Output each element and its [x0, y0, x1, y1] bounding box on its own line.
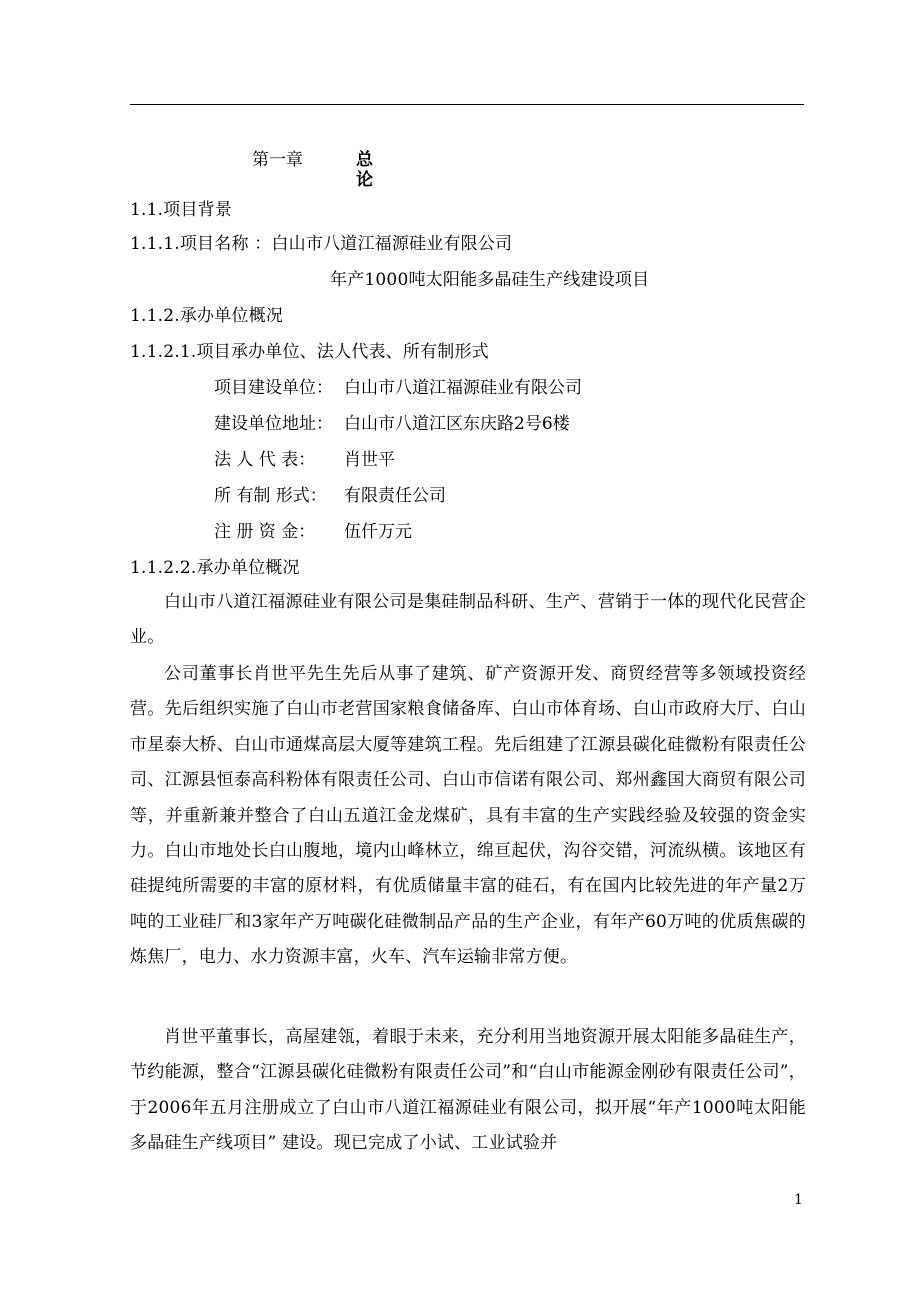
field-value: 伍仟万元	[344, 522, 412, 542]
field-value: 肖世平	[344, 450, 395, 470]
chapter-number: 第一章	[252, 150, 303, 170]
field-label: 法 人 代 表：	[214, 450, 316, 470]
field-label: 注 册 资 金：	[214, 522, 316, 542]
paragraph-project-plan: 肖世平董事长，高屋建瓴，着眼于未来，充分利用当地资源开展太阳能多晶硅生产，节约能源，整合“江源县碳化硅微粉有限责任公司”和“白山市能源金刚砂有限责任公司”，于2006年五月注册成立了白山市八道江福源硅业有限公司，拟开展“年产1000吨太阳能多晶硅生产线项目” 建设。现已完成了小试、工业试验并	[130, 1027, 806, 1154]
field-label: 项目建设单位：	[214, 378, 333, 398]
heading-1-1-1: 1.1.1.项目名称 ：白山市八道江福源硅业有限公司	[130, 234, 513, 254]
field-row	[214, 486, 446, 506]
field-value: 白山市八道江福源硅业有限公司	[344, 378, 582, 398]
field-row	[214, 522, 412, 542]
field-label: 所 有制 形式：	[214, 486, 327, 506]
field-row	[214, 378, 582, 398]
heading-1-1-1-continued: 年产1000吨太阳能多晶硅生产线建设项目	[330, 270, 650, 290]
field-row	[214, 414, 570, 434]
header-rule	[130, 104, 804, 105]
paragraph-chairman-background: 公司董事长肖世平先生先后从事了建筑、矿产资源开发、商贸经营等多领域投资经营。先后组织实施了白山市老营国家粮食储备库、白山市体育场、白山市政府大厅、白山市星泰大桥、白山市通煤高层大厦等建筑工程。先后组建了江源县碳化硅微粉有限责任公司、江源县恒泰高科粉体有限责任公司、白山市信诺有限公司、郑州鑫国大商贸有限公司等，并重新兼并整合了白山五道江金龙煤矿，具有丰富的生产实践经验及较强的资金实力。白山市地处长白山腹地，境内山峰林立，绵亘起伏，沟谷交错，河流纵横。该地区有硅提纯所需要的丰富的原材料，有优质储量丰富的硅石，有在国内比较先进的年产量2万吨的工业硅厂和3家年产万吨碳化硅微制品产品的生产企业，有年产60万吨的优质焦碳的炼焦厂，电力、水力资源丰富，火车、汽车运输非常方便。	[130, 664, 806, 968]
page-number: 1	[794, 1192, 803, 1208]
field-value: 有限责任公司	[344, 486, 446, 506]
heading-1-1-2-2: 1.1.2.2.承办单位概况	[130, 558, 300, 578]
field-row	[214, 450, 395, 470]
field-value: 白山市八道江区东庆路2号6楼	[344, 414, 570, 434]
chapter-heading	[252, 150, 379, 190]
paragraph-company-intro: 白山市八道江福源硅业有限公司是集硅制品科研、生产、营销于一体的现代化民营企业。	[130, 592, 806, 648]
heading-1-1-2: 1.1.2.承办单位概况	[130, 306, 284, 326]
heading-1-1-2-1: 1.1.2.1.项目承办单位、法人代表、所有制形式	[130, 342, 489, 362]
heading-1-1: 1.1.项目背景	[130, 200, 233, 220]
chapter-title: 总 论	[356, 150, 379, 190]
field-label: 建设单位地址：	[214, 414, 333, 434]
